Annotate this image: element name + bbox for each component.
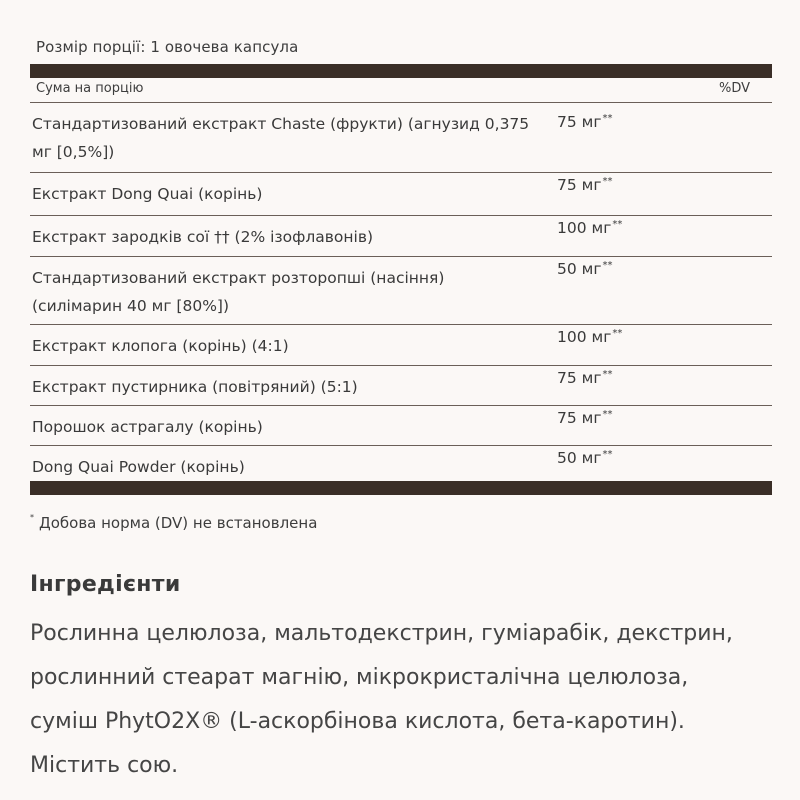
ingredient-name: Екстракт зародків сої †† (2% ізофлавонів): [32, 228, 374, 246]
table-row: [30, 406, 772, 446]
table-row: [30, 173, 772, 216]
table-row: [30, 257, 772, 325]
ingredient-amount: 75 мг**: [557, 409, 613, 427]
table-row: [30, 446, 772, 481]
serving-size: Розмір порції: 1 овочева капсула: [36, 38, 299, 56]
ingredient-name: Стандартизований екстракт розторопші (насіння) (силімарин 40 мг [80%]): [32, 269, 445, 315]
footnote-text: Добова норма (DV) не встановлена: [39, 514, 318, 532]
top-divider-bar: [30, 64, 772, 78]
ingredient-name: Екстракт Dong Quai (корінь): [32, 185, 263, 203]
ingredient-name: Екстракт пустирника (повітряний) (5:1): [32, 378, 358, 396]
ingredient-amount: 75 мг**: [557, 176, 613, 194]
ingredient-name: Стандартизований екстракт Chaste (фрукти) (агнузид 0,375 мг [0,5%]): [32, 115, 530, 161]
table-row: [30, 103, 772, 173]
ingredient-name: Dong Quai Powder (корінь): [32, 458, 245, 476]
ingredient-name: Порошок астрагалу (корінь): [32, 418, 263, 436]
table-row: [30, 216, 772, 257]
ingredient-amount: 100 мг**: [557, 219, 623, 237]
ingredient-amount: 75 мг**: [557, 369, 613, 387]
ingredients-heading: Інгредієнти: [30, 572, 181, 597]
table-header: [30, 78, 772, 103]
ingredients-list: Рослинна целюлоза, мальтодекстрин, гуміарабік, декстрин, рослинний стеарат магнію, мікрокристалічна целюлоза, суміш PhytO2X® (L-аскорбінова кислота, бета-каротин). Містить сою.: [30, 621, 733, 778]
amount-per-serving-header: Сума на порцію: [36, 81, 144, 96]
ingredient-amount: 50 мг**: [557, 449, 613, 467]
table-row: [30, 325, 772, 366]
dv-footnote: [30, 513, 317, 532]
footnote-mark: *: [30, 513, 34, 522]
table-row: [30, 366, 772, 406]
bottom-divider-bar: [30, 481, 772, 495]
ingredient-name: Екстракт клопога (корінь) (4:1): [32, 337, 289, 355]
ingredient-amount: 100 мг**: [557, 328, 623, 346]
dv-header: %DV: [718, 81, 750, 96]
ingredient-amount: 50 мг**: [557, 260, 613, 278]
ingredient-amount: 75 мг**: [557, 113, 613, 131]
